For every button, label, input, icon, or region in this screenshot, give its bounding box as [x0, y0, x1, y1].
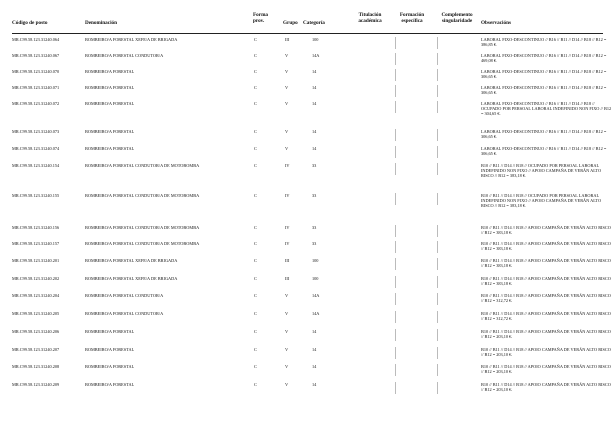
cell-denominacion: BOMBEIRO/A FORESTAL CONDUTOR/A DE MOTOBOMBA: [85, 193, 200, 198]
column-marker: [437, 101, 438, 113]
cell-observaciones: B10 // B11 // D14 // B18 // APOIO CAMPAÑA DE VERÁN ALTO RISCO // B12 = 383,18 €.: [481, 258, 611, 269]
header-codigo: Código de posto: [12, 20, 48, 26]
cell-forma: C: [254, 53, 257, 58]
cell-grupo: V: [285, 69, 289, 74]
cell-observaciones: B10 // B11 // D14 // B18 // APOIO CAMPAÑA DE VERÁN ALTO RISCO // B12 = 383,18 €.: [481, 241, 611, 252]
cell-codigo: MR.C99.58.123.31240.071: [12, 85, 60, 90]
cell-forma: C: [254, 347, 257, 352]
cell-observaciones: B10 // B11 // D14 // B18 // APOIO CAMPAÑA DE VERÁN ALTO RISCO // B12 = 203,10 €.: [481, 347, 611, 358]
column-marker: [395, 101, 396, 113]
cell-codigo: MR.C99.58.123.31240.067: [12, 53, 60, 58]
cell-codigo: MR.C99.58.123.31240.073: [12, 129, 60, 134]
cell-denominacion: BOMBEIRO/A FORESTAL: [85, 364, 135, 369]
column-marker: [437, 347, 438, 359]
column-marker: [395, 293, 396, 305]
cell-codigo: MR.C99.58.123.31240.157: [12, 241, 60, 246]
column-marker: [395, 225, 396, 237]
cell-forma: C: [254, 193, 257, 198]
column-marker: [395, 382, 396, 394]
cell-categoria: 100: [312, 258, 319, 263]
column-marker: [395, 364, 396, 376]
cell-forma: C: [254, 129, 257, 134]
cell-grupo: V: [285, 101, 289, 106]
cell-observaciones: LABORAL FIXO-DESCONTINUO // B16 // B11 // D14 // B18 // B12 = 469,08 €.: [481, 53, 607, 64]
cell-observaciones: B10 // B11 // D14 // B18 // APOIO CAMPAÑA DE VERÁN ALTO RISCO // B12 = 203,10 €.: [481, 382, 611, 393]
cell-denominacion: BOMBEIRO/A FORESTAL CONDUTOR/A: [85, 311, 164, 316]
cell-observaciones: LABORAL FIXO-DESCONTINUO // B16 // B11 // D14 // B18 // B12 = 306,65 €.: [481, 146, 607, 157]
cell-denominacion: BOMBEIRO/A FORESTAL: [85, 129, 135, 134]
header-categoria: Categoría: [303, 20, 325, 26]
cell-denominacion: BOMBEIRO/A FORESTAL: [85, 347, 135, 352]
cell-categoria: 33: [312, 225, 317, 230]
cell-forma: C: [254, 163, 257, 168]
cell-grupo: IV: [285, 163, 290, 168]
column-marker: [395, 276, 396, 288]
cell-grupo: V: [285, 311, 289, 316]
cell-denominacion: BOMBEIRO/A FORESTAL CONDUTOR/A: [85, 293, 164, 298]
cell-categoria: 14: [312, 329, 317, 334]
header-complemento: Complemento singularidade: [441, 12, 473, 24]
cell-grupo: V: [285, 53, 289, 58]
cell-grupo: III: [285, 37, 290, 42]
column-marker: [437, 364, 438, 376]
cell-observaciones: B10 // B11 // D14 // B18 // APOIO CAMPAÑA DE VERÁN ALTO RISCO // B12 = 312,72 €.: [481, 293, 611, 304]
column-marker: [437, 193, 438, 205]
header-observaciones: Observacións: [481, 20, 511, 26]
cell-grupo: III: [285, 258, 290, 263]
cell-forma: C: [254, 364, 257, 369]
column-marker: [437, 225, 438, 237]
cell-grupo: V: [285, 129, 289, 134]
cell-observaciones: B10 // B11 // D14 // B18 // APOIO CAMPAÑA DE VERÁN ALTO RISCO // B12 = 383,18 €.: [481, 225, 611, 236]
column-marker: [437, 69, 438, 81]
cell-denominacion: BOMBEIRO/A FORESTAL CONDUTOR/A: [85, 53, 164, 58]
cell-categoria: 14: [312, 146, 317, 151]
cell-forma: C: [254, 69, 257, 74]
cell-codigo: MR.C99.58.123.31240.064: [12, 37, 60, 42]
cell-denominacion: BOMBEIRO/A FORESTAL: [85, 101, 135, 106]
header-grupo: Grupo: [283, 20, 298, 26]
cell-grupo: V: [285, 347, 289, 352]
column-marker: [395, 53, 396, 65]
cell-categoria: 14A: [312, 311, 320, 316]
header-rule: [12, 33, 603, 34]
cell-categoria: 33: [312, 193, 317, 198]
cell-observaciones: LABORAL FIXO-DESCONTINUO // B16 // B11 // D14 // B18 // B12 = 306,65 €.: [481, 129, 607, 140]
cell-denominacion: BOMBEIRO/A FORESTAL: [85, 146, 135, 151]
column-marker: [437, 311, 438, 323]
cell-denominacion: BOMBEIRO/A FORESTAL: [85, 85, 135, 90]
column-marker: [395, 329, 396, 341]
column-marker: [437, 382, 438, 394]
column-marker: [437, 37, 438, 49]
cell-denominacion: BOMBEIRO/A FORESTAL CONDUTOR/A DE MOTOBOMBA: [85, 241, 200, 246]
cell-codigo: MR.C99.58.123.31240.208: [12, 364, 60, 369]
cell-categoria: 14: [312, 69, 317, 74]
cell-denominacion: BOMBEIRO/A FORESTAL XEFE/A DE BRIGADA: [85, 258, 178, 263]
cell-forma: C: [254, 293, 257, 298]
column-marker: [395, 347, 396, 359]
cell-grupo: IV: [285, 225, 290, 230]
cell-observaciones: LABORAL FIXO-DESCONTINUO // B16 // B11 // D14 // B18 // B12 = 386,85 €.: [481, 37, 607, 48]
cell-codigo: MR.C99.58.123.31240.156: [12, 225, 60, 230]
cell-denominacion: BOMBEIRO/A FORESTAL CONDUTOR/A DE MOTOBOMBA: [85, 225, 200, 230]
cell-forma: C: [254, 382, 257, 387]
cell-observaciones: B10 // B11 // D14 // B18 // APOIO CAMPAÑA DE VERÁN ALTO RISCO // B12 = 203,10 €.: [481, 364, 611, 375]
cell-observaciones: B10 // B11 // D14 // B18 // APOIO CAMPAÑA DE VERÁN ALTO RISCO // B12 = 203,10 €.: [481, 329, 611, 340]
cell-categoria: 100: [312, 37, 319, 42]
column-marker: [437, 258, 438, 270]
cell-forma: C: [254, 101, 257, 106]
cell-codigo: MR.C99.58.123.31240.154: [12, 163, 60, 168]
cell-grupo: III: [285, 276, 290, 281]
cell-categoria: 14: [312, 85, 317, 90]
cell-grupo: IV: [285, 241, 290, 246]
cell-denominacion: BOMBEIRO/A FORESTAL XEFE/A DE BRIGADA: [85, 37, 178, 42]
cell-forma: C: [254, 276, 257, 281]
cell-denominacion: BOMBEIRO/A FORESTAL: [85, 382, 135, 387]
column-marker: [395, 129, 396, 141]
cell-denominacion: BOMBEIRO/A FORESTAL: [85, 329, 135, 334]
cell-categoria: 14: [312, 101, 317, 106]
column-marker: [395, 193, 396, 205]
column-marker: [437, 146, 438, 158]
cell-observaciones: B10 // B11 // D14 // B18 // OCUPADO POR PERSOAL LABORAL INDEFINIDO NON FIXO // APOIO CAMPAÑA DE VERÁN ALTO RISCO // B12 = 383,18 €.: [481, 163, 602, 179]
cell-observaciones: B10 // B11 // D14 // B18 // OCUPADO POR PERSOAL LABORAL INDEFINIDO NON FIXO // APOIO CAMPAÑA DE VERÁN ALTO RISCO // B12 = 383,18 €.: [481, 193, 602, 209]
column-marker: [395, 241, 396, 253]
cell-forma: C: [254, 241, 257, 246]
column-marker: [395, 258, 396, 270]
column-marker: [437, 241, 438, 253]
cell-codigo: MR.C99.58.123.31240.155: [12, 193, 60, 198]
cell-grupo: IV: [285, 193, 290, 198]
cell-codigo: MR.C99.58.123.31240.204: [12, 293, 60, 298]
cell-grupo: V: [285, 293, 289, 298]
cell-categoria: 33: [312, 241, 317, 246]
column-marker: [395, 85, 396, 97]
cell-grupo: V: [285, 85, 289, 90]
cell-categoria: 14A: [312, 53, 320, 58]
cell-categoria: 14: [312, 364, 317, 369]
cell-observaciones: LABORAL FIXO-DESCONTINUO // B16 // B11 // D14 // B18 // B12 = 306,65 €.: [481, 85, 607, 96]
cell-codigo: MR.C99.58.123.31240.072: [12, 101, 60, 106]
cell-codigo: MR.C99.58.123.31240.206: [12, 329, 60, 334]
header-denominacion: Denominación: [85, 20, 117, 26]
header-forma: Forma prov.: [253, 12, 268, 24]
cell-observaciones: B10 // B11 // D14 // B18 // APOIO CAMPAÑA DE VERÁN ALTO RISCO // B12 = 383,18 €.: [481, 276, 611, 287]
cell-forma: C: [254, 311, 257, 316]
column-marker: [437, 293, 438, 305]
column-marker: [395, 146, 396, 158]
cell-codigo: MR.C99.58.123.31240.205: [12, 311, 60, 316]
column-marker: [437, 163, 438, 175]
column-marker: [395, 69, 396, 81]
cell-categoria: 14: [312, 347, 317, 352]
cell-forma: C: [254, 258, 257, 263]
cell-grupo: V: [285, 329, 289, 334]
cell-denominacion: BOMBEIRO/A FORESTAL CONDUTOR/A DE MOTOBOMBA: [85, 163, 200, 168]
header-formacion: Formación específica: [399, 12, 425, 24]
cell-observaciones: LABORAL FIXO-DESCONTINUO // B16 // B11 // D14 // B18 // B12 = 306,65 €.: [481, 69, 607, 80]
cell-grupo: V: [285, 382, 289, 387]
column-marker: [437, 329, 438, 341]
cell-forma: C: [254, 146, 257, 151]
cell-observaciones: LABORAL FIXO-DESCONTINUO // B16 // B11 // D14 // B18 // OCUPADO POR PERSOAL LABORAL INDEFINIDO NON FIXO // B12 = 304,65 €.: [481, 101, 612, 117]
cell-categoria: 100: [312, 276, 319, 281]
cell-codigo: MR.C99.58.123.31240.201: [12, 258, 60, 263]
column-marker: [437, 85, 438, 97]
cell-categoria: 14: [312, 129, 317, 134]
column-marker: [395, 37, 396, 49]
cell-codigo: MR.C99.58.123.31240.209: [12, 382, 60, 387]
column-marker: [395, 311, 396, 323]
column-marker: [437, 53, 438, 65]
cell-categoria: 33: [312, 163, 317, 168]
column-marker: [437, 276, 438, 288]
cell-categoria: 14: [312, 382, 317, 387]
cell-forma: C: [254, 85, 257, 90]
cell-denominacion: BOMBEIRO/A FORESTAL: [85, 69, 135, 74]
cell-denominacion: BOMBEIRO/A FORESTAL XEFE/A DE BRIGADA: [85, 276, 178, 281]
cell-codigo: MR.C99.58.123.31240.070: [12, 69, 60, 74]
cell-grupo: V: [285, 364, 289, 369]
cell-forma: C: [254, 37, 257, 42]
cell-codigo: MR.C99.58.123.31240.202: [12, 276, 60, 281]
cell-codigo: MR.C99.58.123.31240.207: [12, 347, 60, 352]
header-titulacion: Titulación académica: [358, 12, 382, 24]
cell-categoria: 14A: [312, 293, 320, 298]
column-marker: [395, 163, 396, 175]
cell-forma: C: [254, 329, 257, 334]
column-marker: [437, 129, 438, 141]
cell-grupo: V: [285, 146, 289, 151]
cell-codigo: MR.C99.58.123.31240.074: [12, 146, 60, 151]
cell-forma: C: [254, 225, 257, 230]
cell-observaciones: B10 // B11 // D14 // B18 // APOIO CAMPAÑA DE VERÁN ALTO RISCO // B12 = 312,72 €.: [481, 311, 611, 322]
